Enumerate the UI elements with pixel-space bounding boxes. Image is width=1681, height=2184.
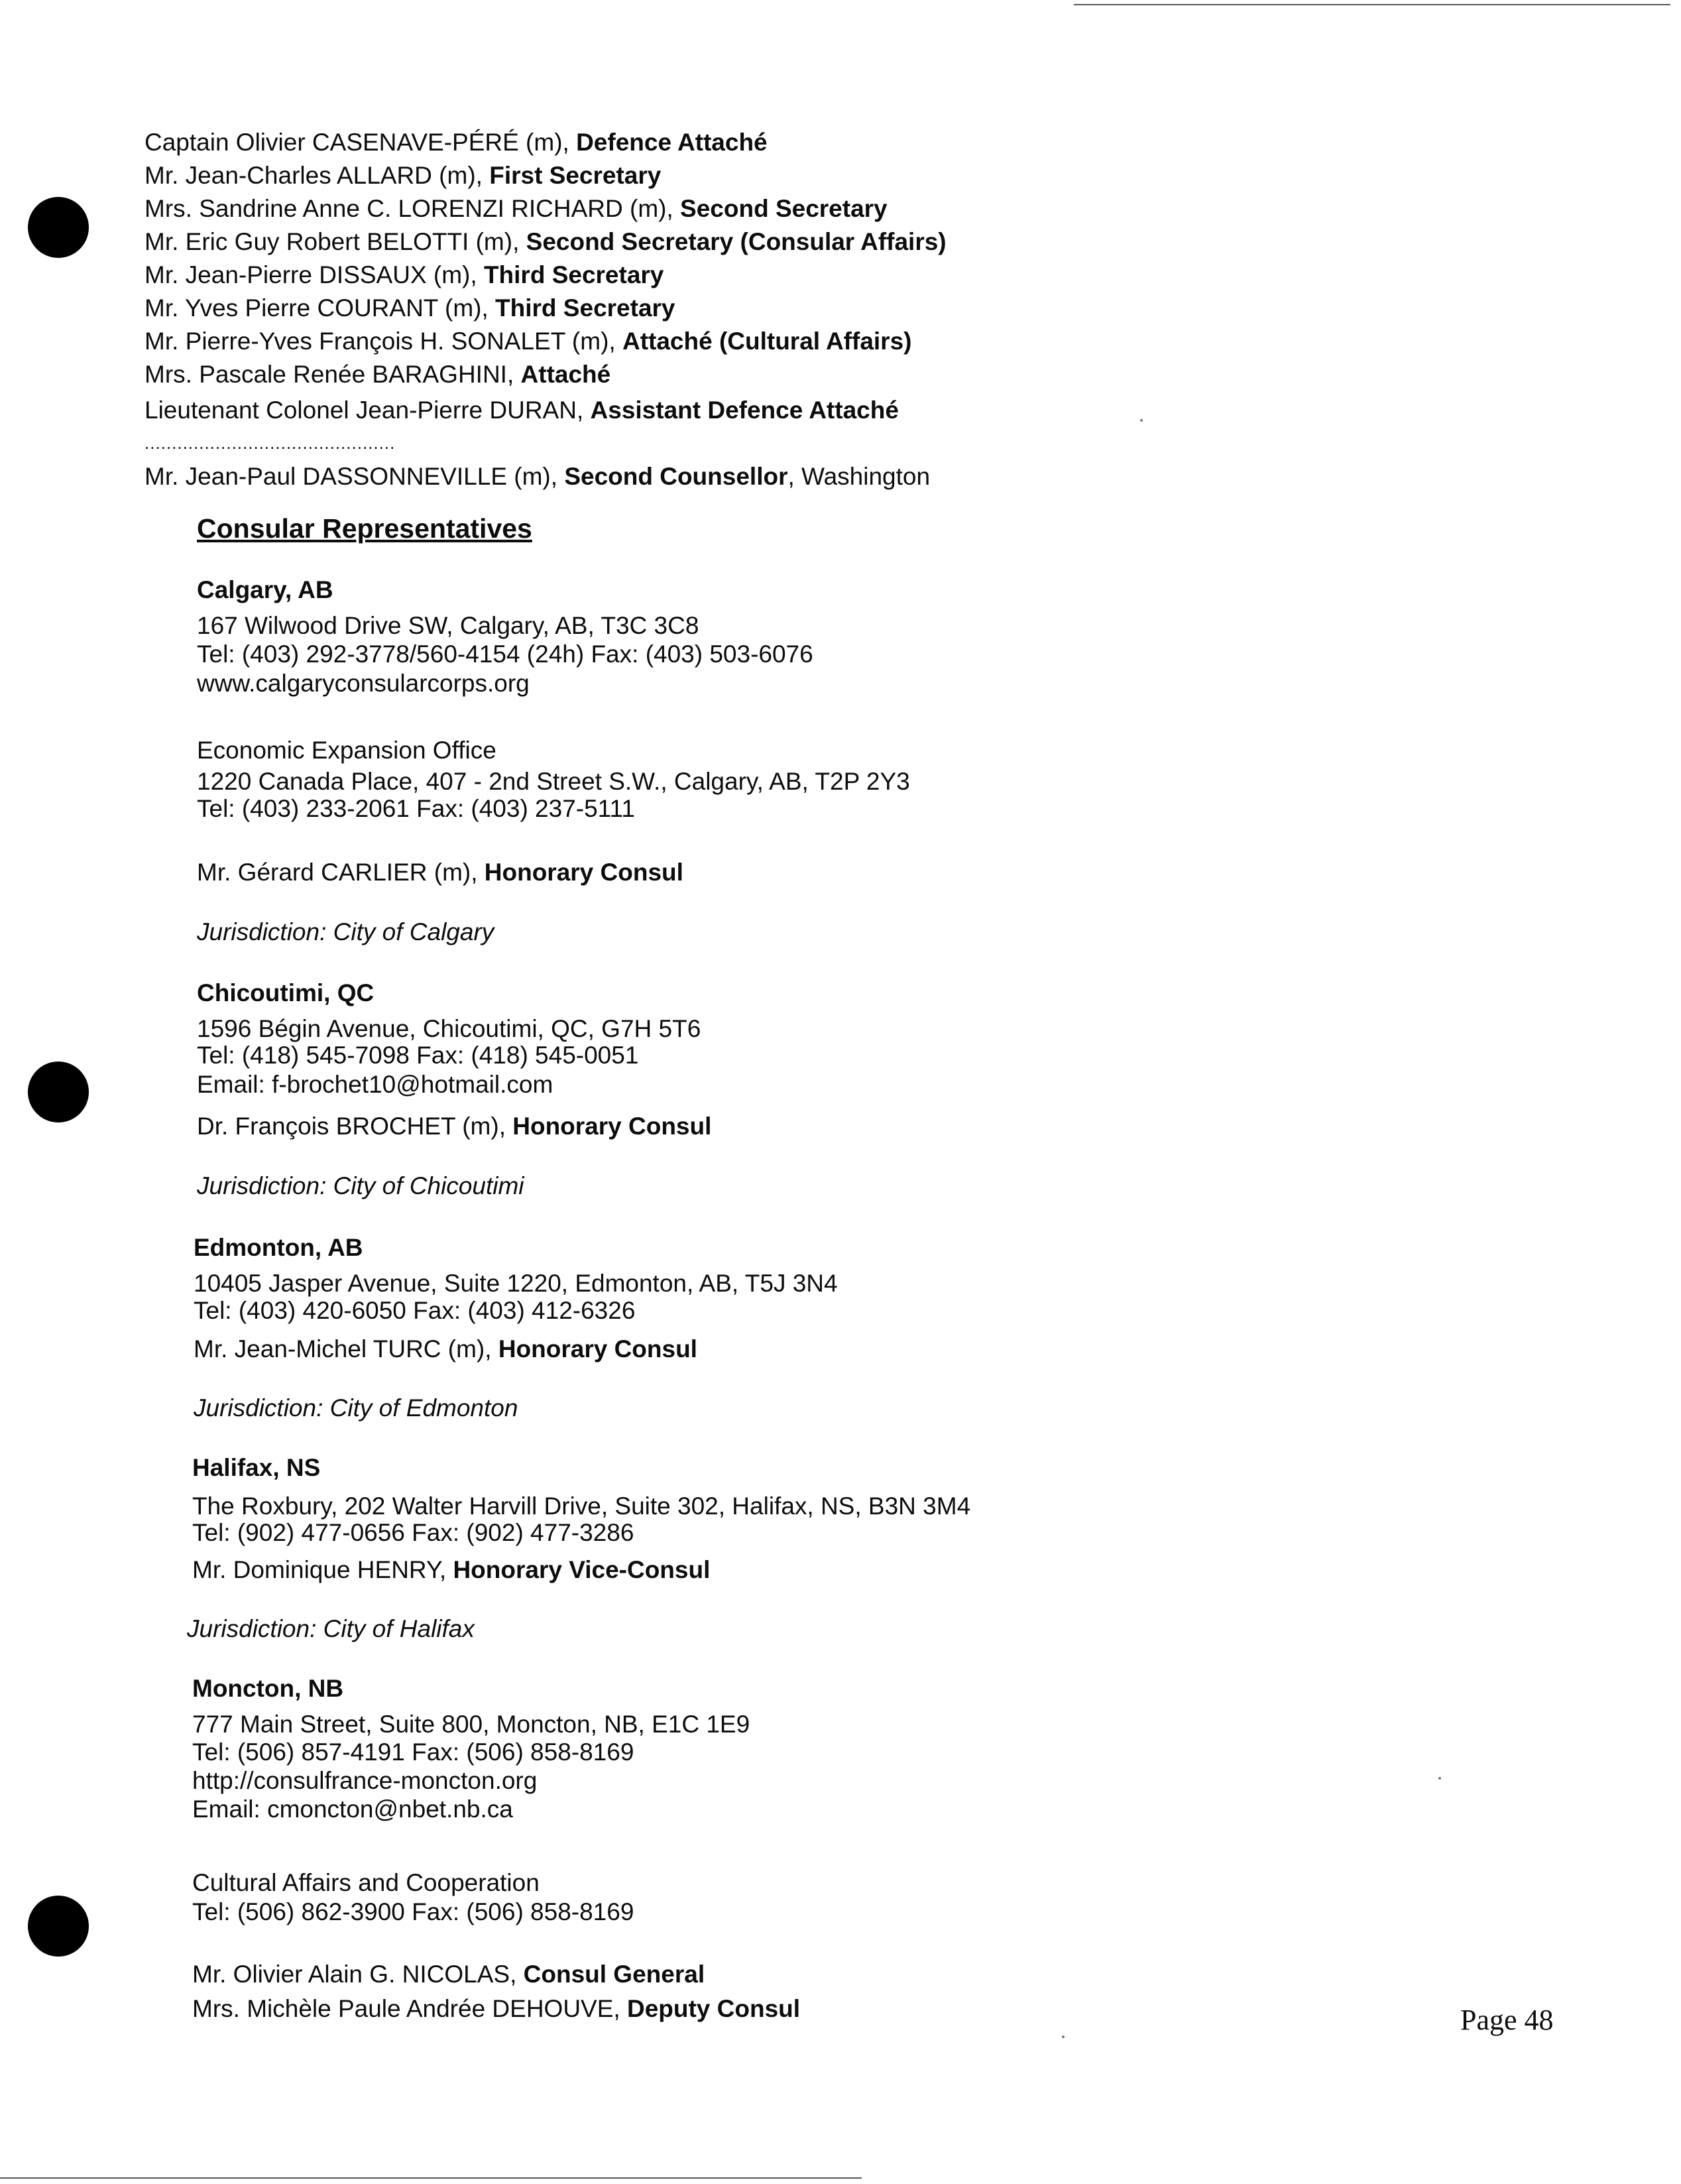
- staff-name: Mr. Jean-Charles ALLARD (m),: [145, 162, 490, 189]
- chicoutimi-jurisdiction: Jurisdiction: City of Chicoutimi: [197, 1172, 524, 1199]
- consul-title: Honorary Consul: [498, 1335, 697, 1363]
- moncton-email: Email: cmoncton@nbet.nb.ca: [192, 1795, 513, 1823]
- city-heading-chicoutimi: Chicoutimi, QC: [197, 979, 375, 1006]
- staff-name: Mr. Eric Guy Robert BELOTTI (m),: [145, 228, 526, 255]
- city-heading-halifax: Halifax, NS: [192, 1454, 321, 1481]
- staff-location: , Washington: [787, 463, 931, 490]
- staff-title: First Secretary: [489, 162, 662, 189]
- halifax-jurisdiction: Jurisdiction: City of Halifax: [187, 1615, 475, 1642]
- staff-entry: [145, 327, 911, 356]
- consul-title: Deputy Consul: [626, 1995, 801, 2022]
- chicoutimi-tel: Tel: (418) 545-7098 Fax: (418) 545-0051: [197, 1042, 639, 1069]
- staff-entry: [145, 360, 610, 389]
- staff-title: Second Secretary: [680, 195, 888, 222]
- dotted-separator: ..............................................: [145, 433, 396, 453]
- edmonton-address: 10405 Jasper Avenue, Suite 1220, Edmonton, AB, T5J 3N4: [194, 1270, 838, 1297]
- staff-entry: [145, 396, 899, 425]
- calgary-office-address: 1220 Canada Place, 407 - 2nd Street S.W., Calgary, AB, T2P 2Y3: [197, 768, 910, 795]
- calgary-office-tel: Tel: (403) 233-2061 Fax: (403) 237-5111: [197, 795, 635, 822]
- staff-title: Defence Attaché: [576, 129, 768, 156]
- moncton-website: http://consulfrance-moncton.org: [192, 1767, 538, 1794]
- staff-title: Third Secretary: [483, 261, 664, 288]
- moncton-office-tel: Tel: (506) 862-3900 Fax: (506) 858-8169: [192, 1898, 634, 1925]
- staff-title: Third Secretary: [495, 294, 675, 322]
- calgary-tel: Tel: (403) 292-3778/560-4154 (24h) Fax: (403) 503-6076: [197, 640, 813, 668]
- staff-name: Mr. Pierre-Yves François H. SONALET (m),: [145, 328, 622, 355]
- calgary-website: www.calgaryconsularcorps.org: [197, 670, 530, 697]
- binder-hole-bottom: [28, 1896, 89, 1957]
- binder-hole-top: [28, 197, 89, 258]
- calgary-office-name: Economic Expansion Office: [197, 737, 496, 764]
- consul-name: Mr. Jean-Michel TURC (m),: [194, 1335, 498, 1363]
- staff-name: Mr. Yves Pierre COURANT (m),: [145, 294, 496, 322]
- consul-name: Mr. Dominique HENRY,: [192, 1556, 453, 1583]
- washington-entry: [145, 462, 930, 491]
- staff-entry: [145, 227, 947, 257]
- edmonton-jurisdiction: Jurisdiction: City of Edmonton: [194, 1394, 518, 1422]
- consul-title: Honorary Consul: [512, 1113, 712, 1140]
- chicoutimi-consul: [197, 1112, 711, 1141]
- chicoutimi-address: 1596 Bégin Avenue, Chicoutimi, QC, G7H 5T6: [197, 1015, 701, 1042]
- consul-title: Honorary Vice-Consul: [453, 1556, 711, 1583]
- staff-name: Captain Olivier CASENAVE-PÉRÉ (m),: [145, 129, 577, 156]
- staff-name: Mrs. Sandrine Anne C. LORENZI RICHARD (m),: [145, 195, 681, 222]
- bottom-edge-rule: [0, 2177, 862, 2179]
- staff-title: Assistant Defence Attaché: [590, 396, 899, 424]
- calgary-jurisdiction: Jurisdiction: City of Calgary: [197, 918, 494, 945]
- moncton-deputy-consul: [192, 1994, 800, 2024]
- consul-name: Mr. Olivier Alain G. NICOLAS,: [192, 1961, 524, 1988]
- scan-speck: [1438, 1777, 1441, 1780]
- city-heading-calgary: Calgary, AB: [197, 576, 333, 603]
- staff-name: Lieutenant Colonel Jean-Pierre DURAN,: [145, 396, 591, 424]
- staff-name: Mr. Jean-Paul DASSONNEVILLE (m),: [145, 463, 565, 490]
- consul-name: Mr. Gérard CARLIER (m),: [197, 859, 485, 886]
- consul-title: Honorary Consul: [484, 859, 683, 886]
- binder-hole-middle: [28, 1062, 89, 1122]
- moncton-office-name: Cultural Affairs and Cooperation: [192, 1869, 540, 1896]
- moncton-address: 777 Main Street, Suite 800, Moncton, NB, E1C 1E9: [192, 1711, 750, 1738]
- edmonton-tel: Tel: (403) 420-6050 Fax: (403) 412-6326: [194, 1297, 636, 1324]
- staff-name: Mr. Jean-Pierre DISSAUX (m),: [145, 261, 484, 288]
- scan-speck: [1140, 419, 1143, 422]
- staff-title: Second Counsellor: [564, 463, 788, 490]
- moncton-tel: Tel: (506) 857-4191 Fax: (506) 858-8169: [192, 1738, 634, 1766]
- city-heading-edmonton: Edmonton, AB: [194, 1234, 363, 1261]
- city-heading-moncton: Moncton, NB: [192, 1675, 344, 1702]
- top-edge-rule: [1074, 4, 1670, 5]
- staff-entry: [145, 261, 664, 290]
- halifax-tel: Tel: (902) 477-0656 Fax: (902) 477-3286: [192, 1519, 634, 1546]
- consul-title: Consul General: [523, 1961, 705, 1988]
- staff-entry: [145, 161, 661, 190]
- calgary-consul: [197, 858, 683, 887]
- consul-name: Mrs. Michèle Paule Andrée DEHOUVE,: [192, 1995, 627, 2022]
- staff-title: Second Secretary (Consular Affairs): [526, 228, 947, 255]
- section-heading: Consular Representatives: [197, 513, 532, 544]
- edmonton-consul: [194, 1335, 697, 1364]
- staff-entry: [145, 128, 768, 157]
- calgary-address: 167 Wilwood Drive SW, Calgary, AB, T3C 3C8: [197, 612, 699, 639]
- halifax-consul: [192, 1555, 710, 1585]
- chicoutimi-email: Email: f-brochet10@hotmail.com: [197, 1071, 553, 1098]
- staff-title: Attaché: [520, 361, 611, 388]
- staff-entry: [145, 194, 888, 223]
- moncton-consul-general: [192, 1960, 705, 1989]
- consul-name: Dr. François BROCHET (m),: [197, 1113, 513, 1140]
- staff-title: Attaché (Cultural Affairs): [622, 328, 912, 355]
- scan-speck: [1062, 2035, 1065, 2038]
- staff-name: Mrs. Pascale Renée BARAGHINI,: [145, 361, 521, 388]
- staff-entry: [145, 294, 675, 323]
- halifax-address: The Roxbury, 202 Walter Harvill Drive, Suite 302, Halifax, NS, B3N 3M4: [192, 1492, 971, 1520]
- page-number: Page 48: [1460, 2004, 1554, 2036]
